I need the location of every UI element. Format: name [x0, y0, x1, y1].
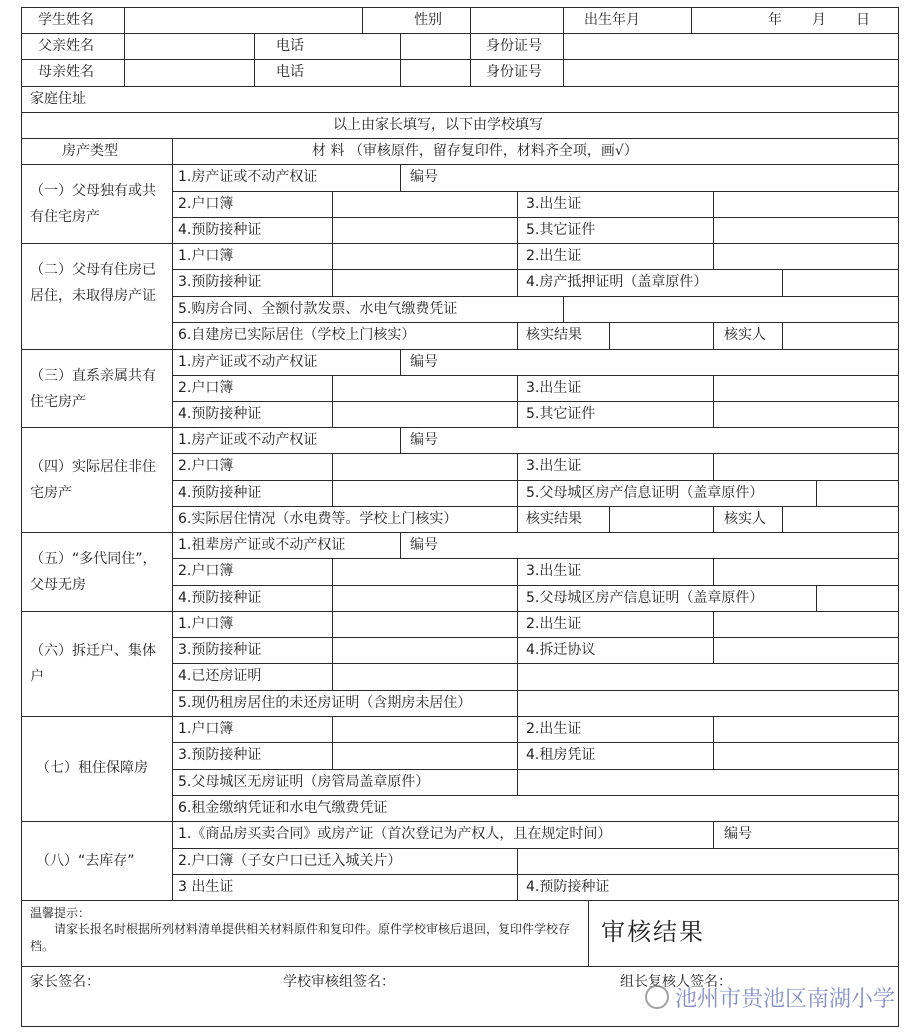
s3-item-4: 4.预防接种证 [178, 406, 262, 422]
section-7-title: （七）租住保障房 [36, 760, 148, 776]
s1-serial-label: 编号 [410, 169, 438, 185]
label-birth-date: 出生年月 [584, 12, 640, 28]
watermark-text: 池州市贵池区南湖小学 [675, 987, 896, 1012]
s4-verifier-label: 核实人 [724, 511, 766, 527]
s3-item-2: 2.户口簿 [178, 380, 234, 396]
s7-item-6: 6.租金缴纳凭证和水电气缴费凭证 [178, 800, 388, 816]
s8-item-3: 3 出生证 [178, 879, 234, 895]
s7-item-1: 1.户口簿 [178, 721, 234, 737]
s8-item-2: 2.户口簿（子女户口已迁入城关片） [178, 853, 402, 869]
s5-item-2: 2.户口簿 [178, 563, 234, 579]
s6-item-6: 5.现仍租房居住的未还房证明（含期房未居住） [178, 695, 472, 711]
s6-item-2: 2.出生证 [526, 616, 582, 632]
s1-item-5: 5.其它证件 [526, 222, 596, 238]
label-address: 家庭住址 [30, 91, 86, 107]
s4-item-6: 6.实际居住情况（水电费等。学校上门核实） [178, 511, 458, 527]
label-month: 月 [812, 12, 826, 28]
label-mother-id: 身份证号 [486, 64, 542, 80]
s5-item-1: 1.祖辈房产证或不动产权证 [178, 537, 346, 553]
s2-item-2: 2.出生证 [526, 248, 582, 264]
s4-serial-label: 编号 [410, 432, 438, 448]
s2-item-5: 5.购房合同、全额付款发票、水电气缴费凭证 [178, 301, 458, 317]
s5-item-4: 4.预防接种证 [178, 590, 262, 606]
s1-item-4: 4.预防接种证 [178, 222, 262, 238]
section-1-title: （一）父母独有或共有住宅房产 [30, 183, 156, 225]
s3-serial-label: 编号 [410, 354, 438, 370]
s2-item-3: 3.预防接种证 [178, 274, 262, 290]
school-signature-label: 学校审核组签名： [283, 974, 395, 990]
s2-item-6: 6.自建房已实际居住（学校上门核实） [178, 327, 416, 343]
notice-body: 请家长报名时根据所列材料清单提供相关材料原件和复印件。原件学校审核后退回，复印件学校存档。 [30, 922, 571, 953]
s1-item-1: 1.房产证或不动产权证 [178, 169, 318, 185]
s5-serial-label: 编号 [410, 537, 438, 553]
s4-verify-result-label: 核实结果 [526, 511, 582, 527]
review-result-title: 审核结果 [601, 918, 705, 946]
column-header-materials: 材 料 （审核原件，留存复印件，材料齐全项，画√） [312, 143, 638, 159]
label-year: 年 [768, 12, 782, 28]
s7-item-3: 3.预防接种证 [178, 747, 262, 763]
s2-verifier-label: 核实人 [724, 327, 766, 343]
label-father-name: 父亲姓名 [38, 38, 94, 54]
s6-item-5: 4.已还房证明 [178, 668, 262, 684]
label-father-phone: 电话 [276, 38, 304, 54]
section-divider-text: 以上由家长填写，以下由学校填写 [333, 117, 543, 133]
section-4-title: （四）实际居住非住宅房产 [30, 459, 156, 501]
rechecker-signature-label: 组长复核人签名： [620, 974, 732, 990]
label-mother-phone: 电话 [276, 64, 304, 80]
label-day: 日 [856, 12, 870, 28]
section-8-title: （八）“去库存” [36, 853, 135, 869]
s2-item-4: 4.房产抵押证明（盖章原件） [526, 274, 708, 290]
section-6-title: （六）拆迁户、集体户 [30, 643, 156, 685]
section-3-title: （三）直系亲属共有住宅房产 [30, 368, 156, 410]
s4-item-3: 3.出生证 [526, 458, 582, 474]
s1-item-2: 2.户口簿 [178, 196, 234, 212]
s7-item-5: 5.父母城区无房证明（房管局盖章原件） [178, 774, 430, 790]
s8-item-1: 1.《商品房买卖合同》或房产证（首次登记为产权人，且在规定时间） [178, 826, 612, 842]
label-mother-name: 母亲姓名 [38, 64, 94, 80]
s4-item-5: 5.父母城区房产信息证明（盖章原件） [526, 485, 764, 501]
s3-item-1: 1.房产证或不动产权证 [178, 354, 318, 370]
column-header-type: 房产类型 [62, 143, 118, 159]
s5-item-3: 3.出生证 [526, 563, 582, 579]
s4-item-1: 1.房产证或不动产权证 [178, 432, 318, 448]
section-2-title: （二）父母有住房已居住，未取得房产证 [30, 262, 156, 304]
s3-item-3: 3.出生证 [526, 380, 582, 396]
wechat-icon [645, 985, 669, 1009]
s8-item-4: 4.预防接种证 [526, 879, 610, 895]
s5-item-5: 5.父母城区房产信息证明（盖章原件） [526, 590, 764, 606]
s2-verify-result-label: 核实结果 [526, 327, 582, 343]
s1-item-3: 3.出生证 [526, 196, 582, 212]
label-father-id: 身份证号 [486, 38, 542, 54]
s4-item-4: 4.预防接种证 [178, 485, 262, 501]
notice-title: 温馨提示： [30, 906, 91, 920]
s7-item-2: 2.出生证 [526, 721, 582, 737]
s4-item-2: 2.户口簿 [178, 458, 234, 474]
s3-item-5: 5.其它证件 [526, 406, 596, 422]
s6-item-3: 3.预防接种证 [178, 642, 262, 658]
section-5-title: （五）“多代同住”，父母无房 [30, 551, 157, 593]
s2-item-1: 1.户口簿 [178, 248, 234, 264]
label-student-name: 学生姓名 [38, 12, 94, 28]
s8-serial-label: 编号 [724, 826, 752, 842]
parent-signature-label: 家长签名： [30, 974, 100, 990]
s6-item-4: 4.拆迁协议 [526, 642, 596, 658]
s6-item-1: 1.户口簿 [178, 616, 234, 632]
label-gender: 性别 [414, 12, 442, 28]
s7-item-4: 4.租房凭证 [526, 747, 596, 763]
